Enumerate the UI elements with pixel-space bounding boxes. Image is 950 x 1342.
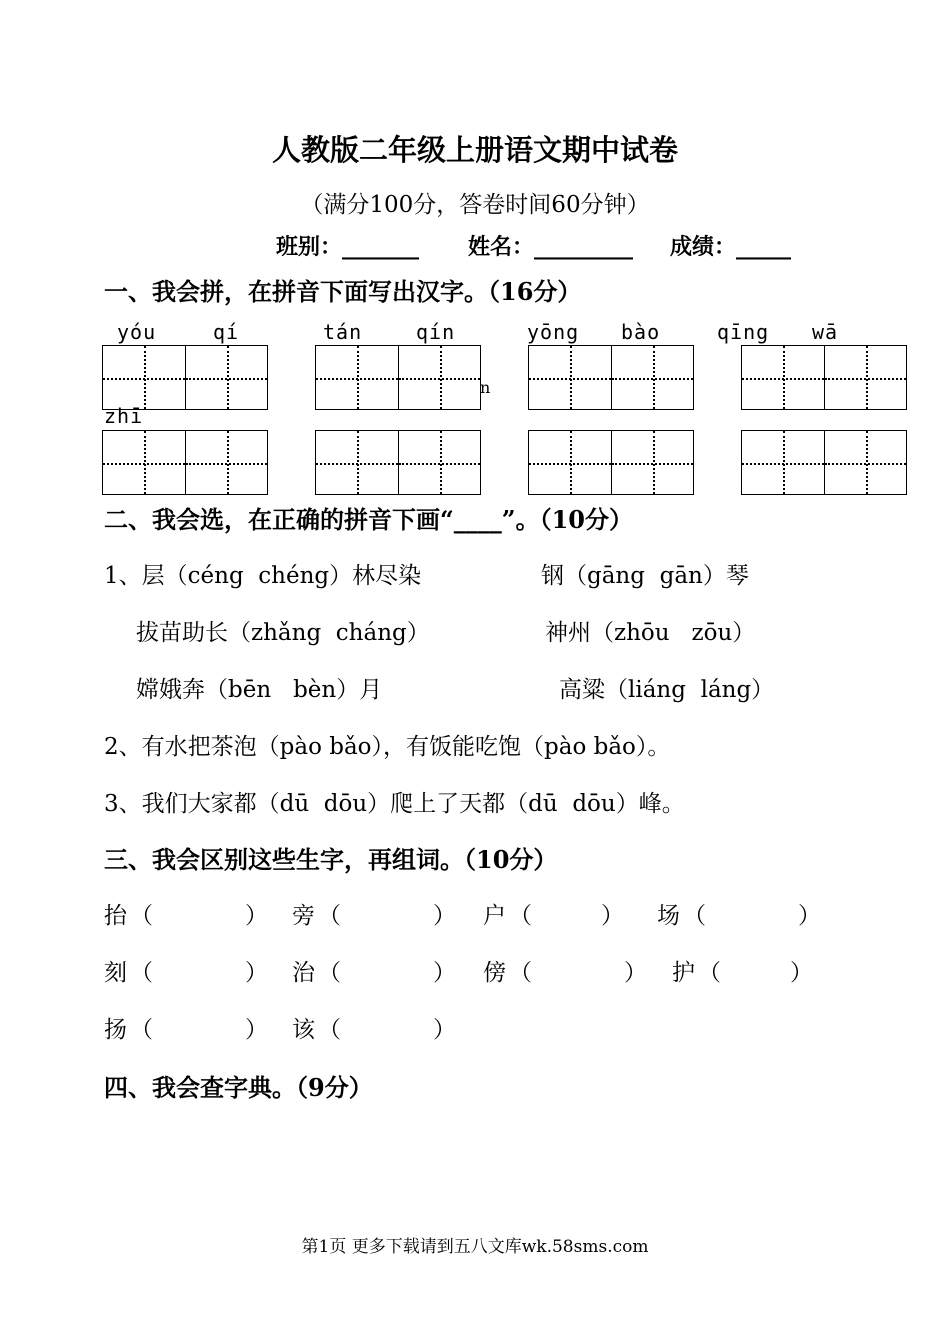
pinyin-label: bào: [621, 320, 661, 344]
character: 治: [292, 960, 315, 986]
stray-mark: n: [480, 378, 491, 397]
section-3-heading: 三、我会区别这些生字，再组词。（10分）: [104, 845, 558, 874]
writing-grid[interactable]: [741, 430, 907, 495]
pinyin-label: tán: [323, 320, 363, 344]
question-line: 高粱（liáng láng）: [559, 677, 775, 703]
writing-grid[interactable]: [528, 430, 694, 495]
question-line: 拔苗助长（zhǎng cháng）: [136, 620, 430, 646]
character: 抬: [104, 903, 127, 929]
answer-blank[interactable]: （ ）: [509, 903, 624, 929]
writing-grid[interactable]: [528, 345, 694, 410]
question-line: 神州（zhōu zōu）: [545, 620, 756, 646]
question-line: 嫦娥奔（bēn bèn）月: [136, 677, 383, 703]
section-2-heading: 二、我会选，在正确的拼音下画“____”。（10分）: [104, 505, 634, 534]
pinyin-label: qí: [213, 320, 240, 344]
character: 户: [483, 903, 506, 929]
pinyin-label: qín: [416, 320, 456, 344]
character: 场: [657, 903, 680, 929]
question-line: 1、层（céng chéng）林尽染: [104, 563, 422, 589]
answer-blank[interactable]: （ ）: [130, 1017, 268, 1043]
answer-blank[interactable]: （ ）: [130, 903, 268, 929]
page-footer: 第1页 更多下载请到五八文库wk.58sms.com: [301, 1237, 649, 1257]
question-line: 2、有水把茶泡（pào bǎo），有饭能吃饱（pào bǎo）。: [104, 734, 671, 760]
answer-blank[interactable]: （ ）: [130, 960, 268, 986]
score-field: 成绩：_____: [670, 234, 792, 260]
answer-blank[interactable]: （ ）: [318, 1017, 456, 1043]
answer-blank[interactable]: （ ）: [318, 960, 456, 986]
question-line: 3、我们大家都（dū dōu）爬上了天都（dū dōu）峰。: [104, 791, 685, 817]
pinyin-label: zhī: [104, 404, 144, 428]
pinyin-label: yóu: [117, 320, 157, 344]
page-title: 人教版二年级上册语文期中试卷: [271, 133, 678, 167]
pinyin-label: qīng: [717, 320, 770, 344]
name-field: 姓名：_________: [468, 234, 634, 260]
character: 旁: [292, 903, 315, 929]
answer-blank[interactable]: （ ）: [318, 903, 456, 929]
class-field: 班别：_______: [276, 234, 420, 260]
question-line: 钢（gāng gān）琴: [541, 563, 749, 589]
character: 傍: [483, 960, 506, 986]
character: 护: [672, 960, 695, 986]
character: 扬: [104, 1017, 127, 1043]
writing-grid[interactable]: [315, 345, 481, 410]
pinyin-label: yōng: [527, 320, 580, 344]
section-4-heading: 四、我会查字典。（9分）: [104, 1073, 373, 1102]
writing-grid[interactable]: [102, 430, 268, 495]
character: 刻: [104, 960, 127, 986]
exam-subtitle: （满分100分，答卷时间60分钟）: [300, 192, 650, 218]
writing-grid[interactable]: [741, 345, 907, 410]
writing-grid[interactable]: [315, 430, 481, 495]
character: 该: [292, 1017, 315, 1043]
pinyin-label: wā: [812, 320, 839, 344]
section-1-heading: 一、我会拼，在拼音下面写出汉字。（16分）: [104, 277, 582, 306]
answer-blank[interactable]: （ ）: [698, 960, 813, 986]
answer-blank[interactable]: （ ）: [683, 903, 821, 929]
writing-grid[interactable]: [102, 345, 268, 410]
answer-blank[interactable]: （ ）: [509, 960, 647, 986]
